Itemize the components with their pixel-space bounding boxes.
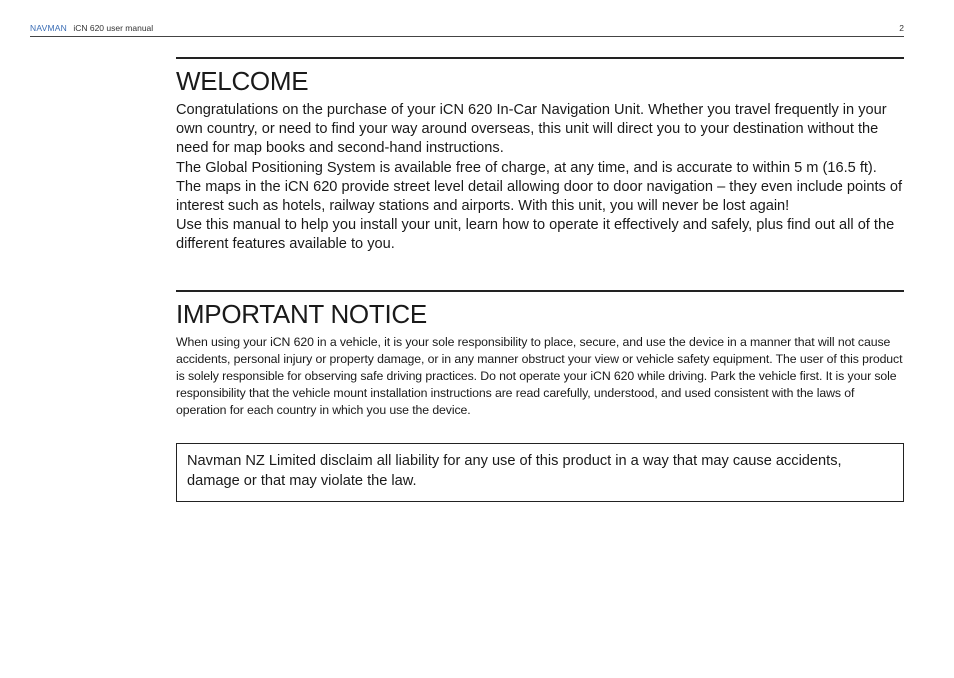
brand-name: NAVMAN: [30, 23, 67, 33]
important-notice-body: When using your iCN 620 in a vehicle, it is your sole responsibility to place, secure, and use the device in a manner that will not cause accidents, personal injury or property damage, or in any manner obstruct your view or vehicle safety equipment. The user of this product is solely responsible for observing safe driving practices. Do not operate your iCN 620 while driving. Park the vehicle first. It is your sole responsibility that the vehicle mount installation instructions are read carefully, understood, and used consistent with the laws of operation for each country in which you use the device.: [176, 335, 903, 417]
liability-disclaimer-box: Navman NZ Limited disclaim all liability for any use of this product in a way that may cause accidents, damage or that may violate the law.: [176, 443, 904, 502]
important-notice-heading: IMPORTANT NOTICE: [176, 299, 427, 329]
important-notice-section: [176, 290, 904, 419]
manual-title: iCN 620 user manual: [73, 23, 154, 33]
welcome-section: [176, 57, 904, 255]
welcome-paragraph: Congratulations on the purchase of your iCN 620 In-Car Navigation Unit. Whether you travel frequently in your own country, or need to find your way around overseas, this unit will direct you to your destination without the need for map books and second-hand instructions.: [176, 102, 887, 157]
welcome-body: [176, 101, 904, 255]
page-header: [30, 22, 904, 37]
welcome-heading: WELCOME: [176, 66, 309, 96]
welcome-paragraph: The Global Positioning System is available free of charge, at any time, and is accurate to within 5 m (16.5 ft). The maps in the iCN 620 provide street level detail allowing door to door navigation – they even include points of interest such as hotels, railway stations and airports. With this unit, you will never be lost again!: [176, 159, 903, 215]
welcome-paragraph: Use this manual to help you install your unit, learn how to operate it effectively and safely, plus find out all of the different features available to you.: [176, 217, 895, 253]
page-number: 2: [899, 23, 904, 33]
